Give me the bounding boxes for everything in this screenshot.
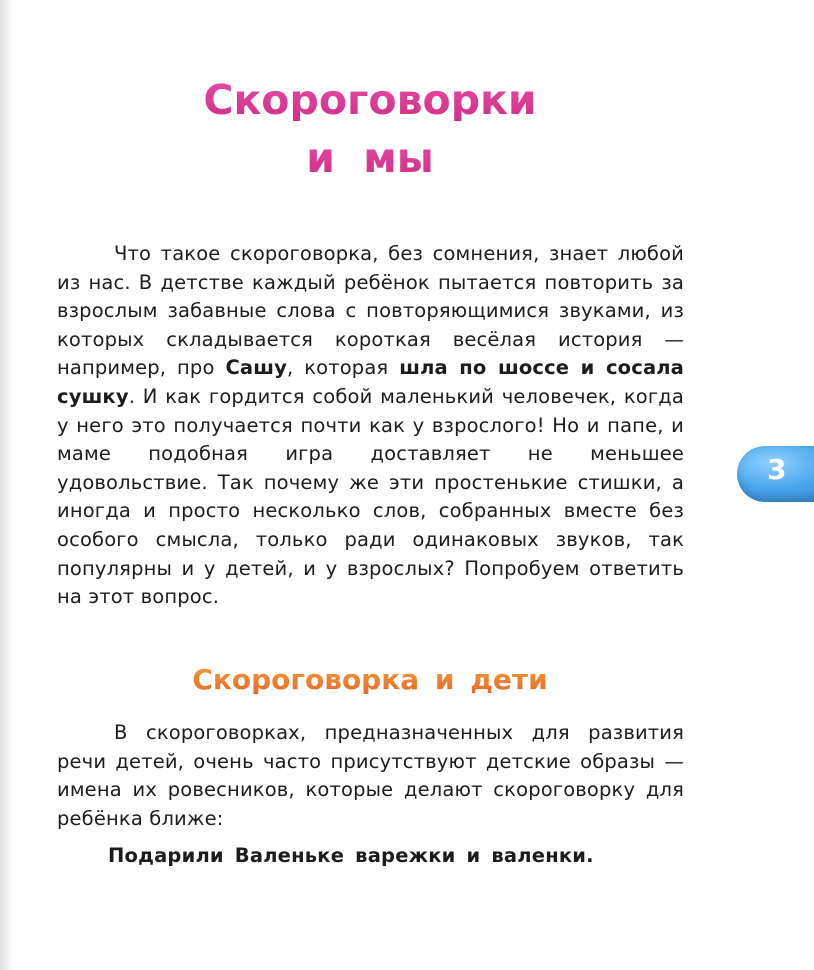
intro-text-3: . И как гордится собой маленький человечек, когда у него это получается почти как у взрослого! Но и папе, и маме подобная игра доставляет не меньшее удовольствие. Так почему же эти простенькие стишки, а иногда и просто несколько слов, собранных вместе без особого смысла, только ради одинаковых звуков, так популярны и у детей, и у взрослых? Попробуем ответить на этот вопрос. <box>57 384 684 609</box>
intro-text-1: Что такое скороговорка, без сомнения, знает любой из нас. В детстве каждый ребёнок пытается повторить за взрослым забавные слова с повторяющимися звуками, из которых складывается короткая весёлая история — например, про <box>57 242 684 380</box>
page-title-line-1: Скороговорки <box>0 80 740 121</box>
intro-bold-phrase: шла по шоссе и сосала сушку <box>57 356 684 408</box>
section-paragraph-text: В скороговорках, предназначенных для развития речи детей, очень часто присутствуют детские образы — имена их ровесников, которые делают скороговорку для ребёнка ближе: <box>57 721 684 830</box>
intro-bold-name: Сашу <box>225 356 287 380</box>
section-paragraph <box>57 719 684 833</box>
tongue-twister-example: Подарили Валеньке варежки и валенки. <box>108 844 594 867</box>
section-title: Скороговорка и дети <box>0 666 740 694</box>
page-number-badge <box>737 446 814 502</box>
intro-paragraph <box>57 240 684 612</box>
page-title-line-2: и мы <box>0 138 740 179</box>
page-number: 3 <box>767 453 787 486</box>
intro-text-2: , которая <box>286 356 400 380</box>
